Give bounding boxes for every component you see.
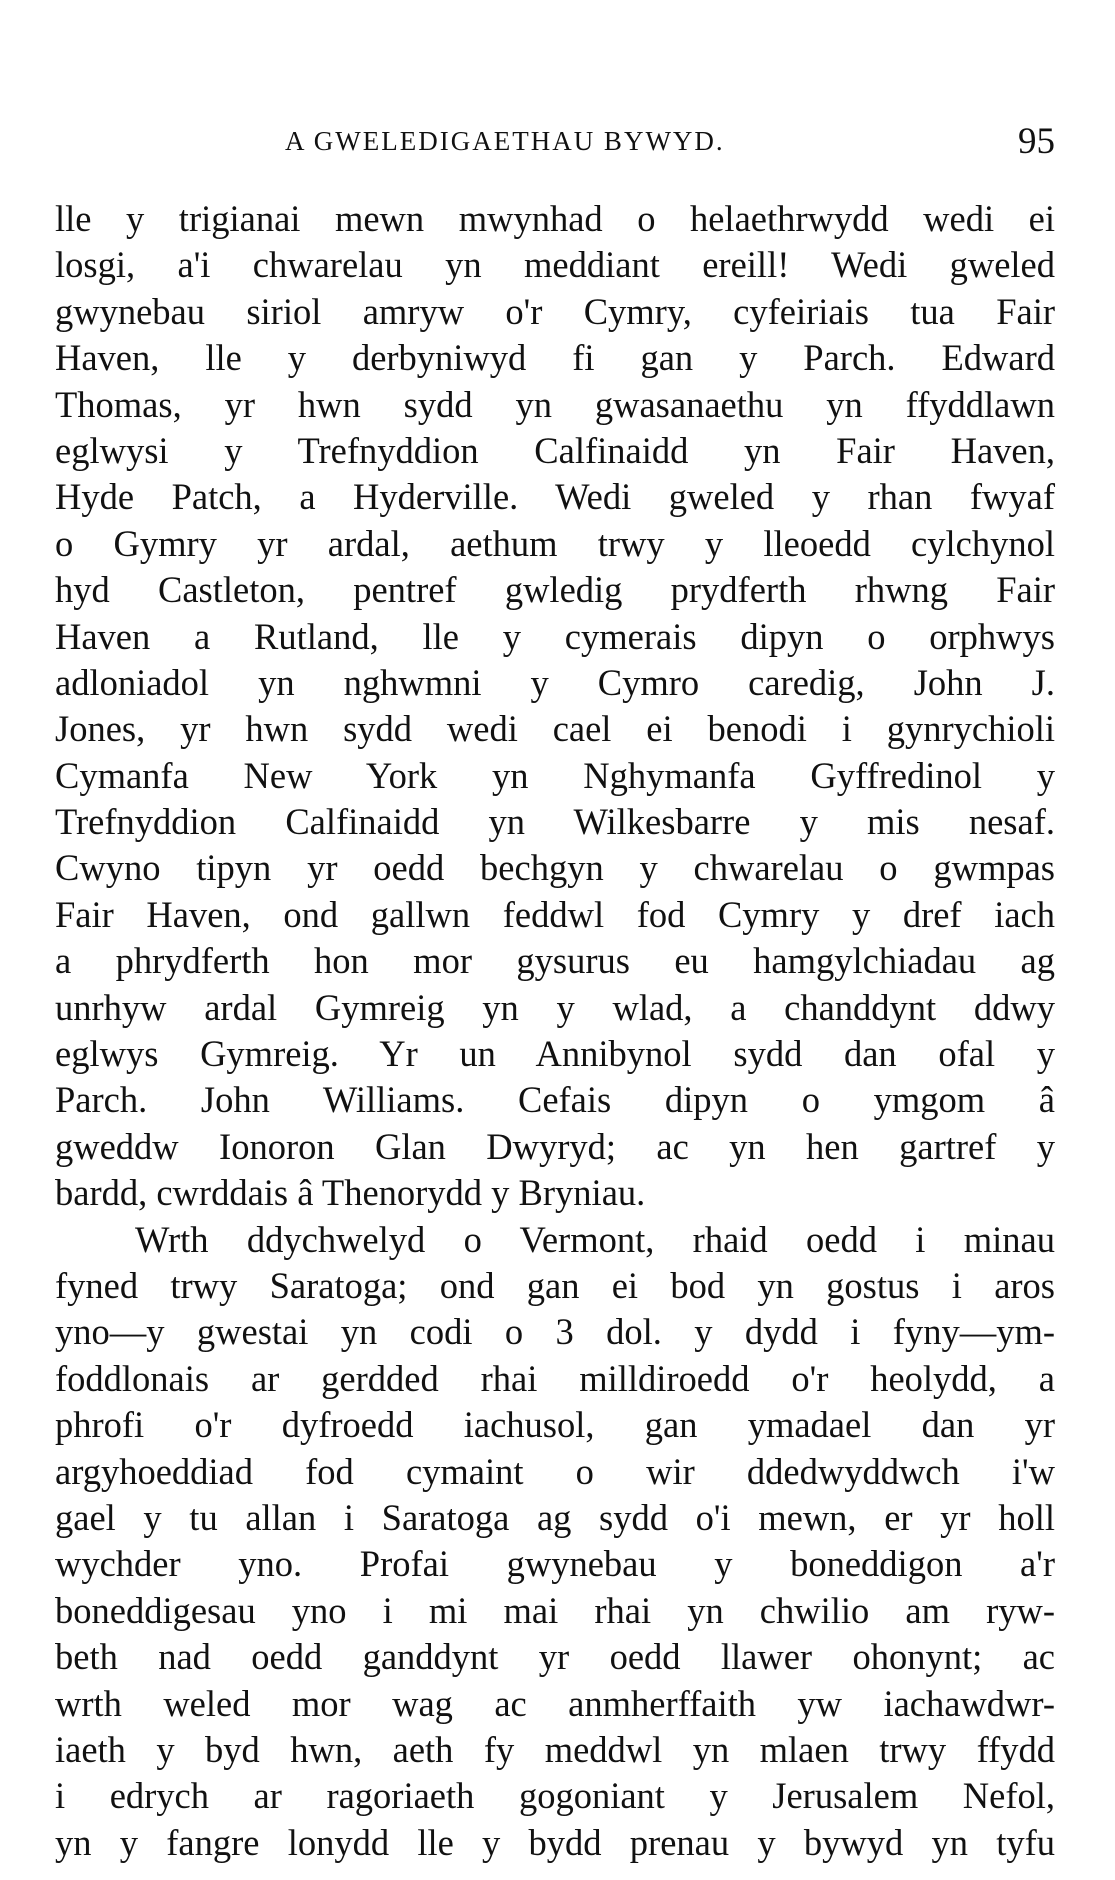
text-line: Parch. John Williams. Cefais dipyn o ymgom â [55, 1079, 1055, 1121]
text-line: gael y tu allan i Saratoga ag sydd o'i mewn, er yr holl [55, 1496, 1055, 1538]
text-line: wychder yno. Profai gwynebau y boneddigon a'r [55, 1543, 1055, 1585]
running-title: A GWELEDIGAETHAU BYWYD. [285, 126, 725, 156]
text-line: Cwyno tipyn yr oedd bechgyn y chwarelau o gwmpas [55, 847, 1055, 889]
text-line: phrofi o'r dyfroedd iachusol, gan ymadael dan yr [55, 1404, 1055, 1446]
text-line: unrhyw ardal Gymreig yn y wlad, a chanddynt ddwy [55, 986, 1055, 1028]
running-head [55, 121, 1055, 166]
page-number: 95 [1018, 121, 1055, 162]
text-line: Haven a Rutland, lle y cymerais dipyn o orphwys [55, 615, 1055, 657]
text-line: a phrydferth hon mor gysurus eu hamgylchiadau ag [55, 940, 1055, 982]
body-text [55, 196, 1055, 1866]
text-line: Thomas, yr hwn sydd yn gwasanaethu yn ffyddlawn [55, 383, 1055, 425]
text-line: o Gymry yr ardal, aethum trwy y lleoedd cylchynol [55, 522, 1055, 564]
text-line: Trefnyddion Calfinaidd yn Wilkesbarre y mis nesaf. [55, 801, 1055, 843]
text-line: fyned trwy Saratoga; ond gan ei bod yn gostus i aros [55, 1264, 1055, 1306]
text-line: boneddigesau yno i mi mai rhai yn chwilio am ryw- [55, 1589, 1055, 1631]
paragraph-2 [55, 1217, 1055, 1866]
text-line: losgi, a'i chwarelau yn meddiant ereill! Wedi gweled [55, 244, 1055, 286]
text-line: Wrth ddychwelyd o Vermont, rhaid oedd i minau [135, 1218, 1055, 1260]
text-line: Haven, lle y derbyniwyd fi gan y Parch. Edward [55, 337, 1055, 379]
text-line: argyhoeddiad fod cymaint o wir ddedwyddwch i'w [55, 1450, 1055, 1492]
text-line: adloniadol yn nghwmni y Cymro caredig, John J. [55, 661, 1055, 703]
text-line: lle y trigianai mewn mwynhad o helaethrwydd wedi ei [55, 198, 1055, 239]
text-line: i edrych ar ragoriaeth gogoniant y Jerusalem Nefol, [55, 1775, 1055, 1817]
text-line: eglwysi y Trefnyddion Calfinaidd yn Fair Haven, [55, 429, 1055, 471]
paragraph-1 [55, 196, 1055, 1217]
text-line: Hyde Patch, a Hyderville. Wedi gweled y rhan fwyaf [55, 476, 1055, 518]
text-line: beth nad oedd ganddynt yr oedd llawer ohonynt; ac [55, 1636, 1055, 1678]
text-line: gweddw Ionoron Glan Dwyryd; ac yn hen gartref y [55, 1125, 1055, 1167]
text-line: Jones, yr hwn sydd wedi cael ei benodi i gynrychioli [55, 708, 1055, 750]
text-line: yno—y gwestai yn codi o 3 dol. y dydd i fyny—ym- [55, 1311, 1055, 1353]
text-line: Fair Haven, ond gallwn feddwl fod Cymry y dref iach [55, 893, 1055, 935]
text-line: Cymanfa New York yn Nghymanfa Gyffredinol y [55, 754, 1055, 796]
text-line: eglwys Gymreig. Yr un Annibynol sydd dan ofal y [55, 1033, 1055, 1075]
text-line: bardd, cwrddais â Thenorydd y Bryniau. [55, 1172, 646, 1214]
text-line: wrth weled mor wag ac anmherffaith yw iachawdwr- [55, 1682, 1055, 1724]
text-line: iaeth y byd hwn, aeth fy meddwl yn mlaen trwy ffydd [55, 1728, 1055, 1770]
text-line: hyd Castleton, pentref gwledig prydferth rhwng Fair [55, 569, 1055, 611]
text-line: gwynebau siriol amryw o'r Cymry, cyfeiriais tua Fair [55, 290, 1055, 332]
text-line: foddlonais ar gerdded rhai milldiroedd o'r heolydd, a [55, 1357, 1055, 1399]
text-line: yn y fangre lonydd lle y bydd prenau y bywyd yn tyfu [55, 1821, 1055, 1863]
